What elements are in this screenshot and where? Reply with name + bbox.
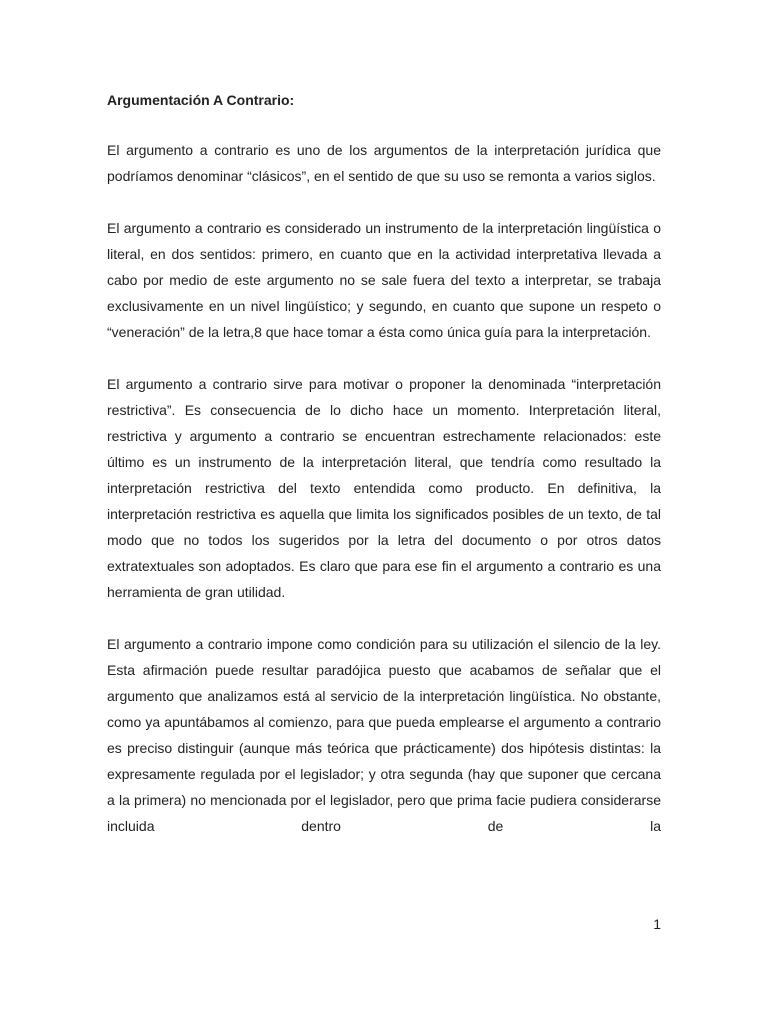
paragraph-1: El argumento a contrario es uno de los argumentos de la interpretación jurídica que podríamos denominar “clásicos”, en el sentido de que su uso se remonta a varios siglos. (107, 142, 661, 184)
paragraph-3: El argumento a contrario sirve para motivar o proponer la denominada “interpretación restrictiva”. Es consecuencia de lo dicho hace un momento. Interpretación literal, restrictiva y argumento a contrario se encuentran estrechamente relacionados: este último es un instrumento de la interpretación literal, que tendría como resultado la interpretación restrictiva del texto entendida como producto. En definitiva, la interpretación restrictiva es aquella que limita los significados posibles de un texto, de tal modo que no todos los sugeridos por la letra del documento o por otros datos extratextuales son adoptados. Es claro que para ese fin el argumento a contrario es una herramienta de gran utilidad. (107, 376, 661, 600)
paragraph-2: El argumento a contrario es considerado un instrumento de la interpretación lingüística o literal, en dos sentidos: primero, en cuanto que en la actividad interpretativa llevada a cabo por medio de este argumento no se sale fuera del texto a interpretar, se trabaja exclusivamente en un nivel lingüístico; y segundo, en cuanto que supone un respeto o “veneración” de la letra,8 que hace tomar a ésta como única guía para la interpretación. (107, 220, 661, 340)
page-number: 1 (653, 916, 661, 932)
paragraph-4: El argumento a contrario impone como condición para su utilización el silencio de la ley. Esta afirmación puede resultar paradójica puesto que acabamos de señalar que el argumento que analizamos está al servicio de la interpretación lingüística. No obstante, como ya apuntábamos al comienzo, para que pueda emplearse el argumento a contrario es preciso distinguir (aunque más teórica que prácticamente) dos hipótesis distintas: la expresamente regulada por el legislador; y otra segunda (hay que suponer que cercana a la primera) no mencionada por el legislador, pero que prima facie pudiera considerarse incluida dentro de la (107, 636, 661, 834)
section-heading: Argumentación A Contrario: (107, 92, 295, 108)
document-body (107, 89, 661, 865)
